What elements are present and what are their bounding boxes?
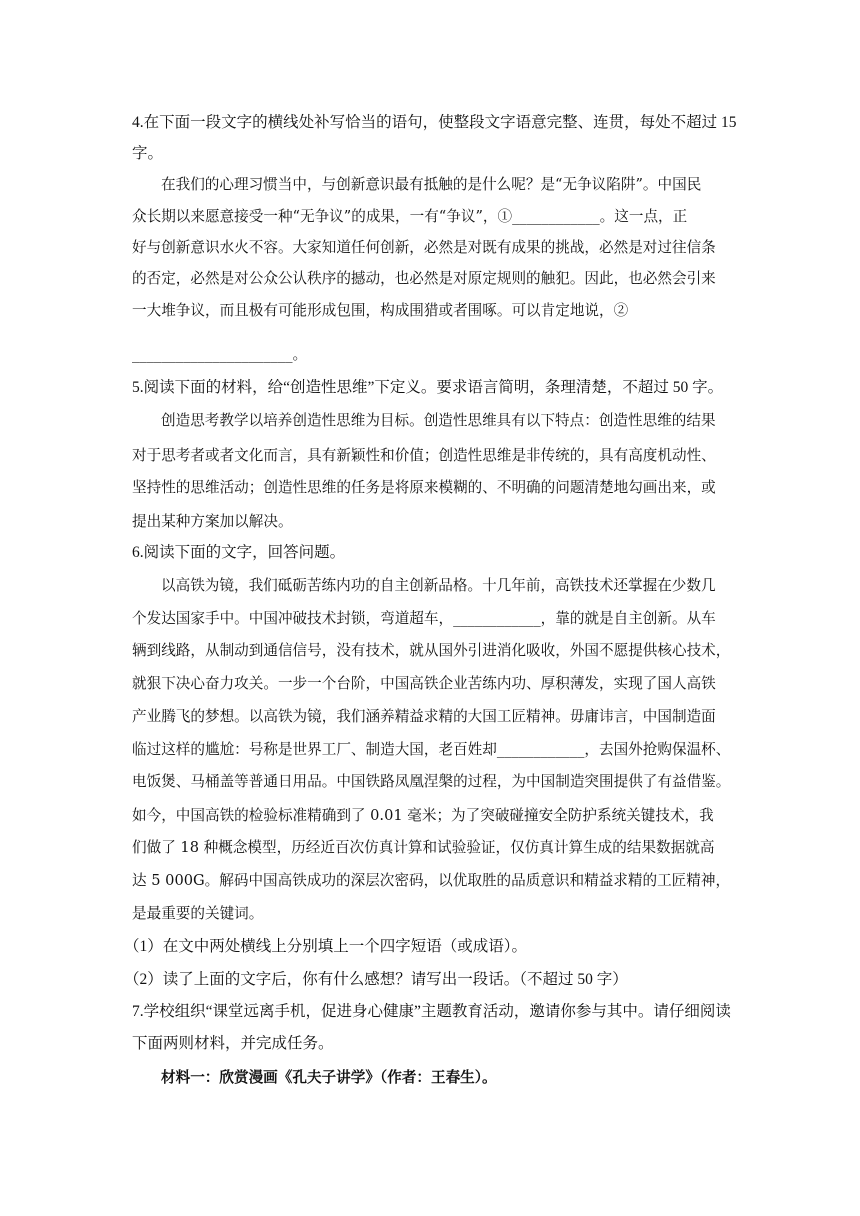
q5-passage-line-3: 坚持性的思维活动；创造性思维的任务是将原来模糊的、不明确的问题清楚地勾画出来，或 [132, 479, 716, 496]
q4-passage-line-6: ______________________。 [132, 346, 308, 363]
q6-passage-line-8: 如今，中国高铁的检验标准精确到了 0.01 毫米；为了突破碰撞安全防护系统关键技术，我 [132, 807, 714, 824]
q7-stem-line-1: 7.学校组织“课堂远离手机，促进身心健康”主题教育活动，邀请你参与其中。请仔细阅读 [132, 1003, 731, 1020]
q4-stem-line-2: 字。 [132, 145, 164, 162]
q6-passage-line-2: 个发达国家手中。中国冲破技术封锁，弯道超车，____________，靠的就是自主创新。从车 [132, 610, 716, 627]
q6-passage-line-1: 以高铁为镜，我们砥砺苦练内功的自主创新品格。十几年前，高铁技术还掌握在少数几 [161, 577, 716, 594]
q5-stem: 5.阅读下面的材料，给“创造性思维”下定义。要求语言简明，条理清楚，不超过 50 字。 [132, 379, 724, 396]
q6-passage-line-7: 电饭煲、马桶盖等普通日用品。中国铁路凤凰涅槃的过程，为中国制造突围提供了有益借鉴。 [132, 773, 731, 790]
q6-stem: 6.阅读下面的文字，回答问题。 [132, 544, 346, 561]
q6-passage-line-9: 们做了 18 种概念模型，历经近百次仿真计算和试验验证，仅仿真计算生成的结果数据就高 [132, 839, 715, 856]
q5-passage-line-2: 对于思考者或者文化而言，具有新颖性和价值；创造性思维是非传统的，具有高度机动性、 [132, 447, 716, 464]
q6-passage-line-6: 临过这样的尴尬：号称是世界工厂、制造大国，老百姓却____________，去国外抢购保温杯、 [132, 741, 731, 758]
q6-passage-line-3: 辆到线路，从制动到通信信号，没有技术，就从国外引进消化吸收，外国不愿提供核心技术， [132, 642, 731, 659]
q5-passage-line-4: 提出某种方案加以解决。 [132, 513, 293, 530]
q5-passage-line-1: 创造思考教学以培养创造性思维为目标。创造性思维具有以下特点：创造性思维的结果 [161, 412, 716, 429]
q4-passage-line-1: 在我们的心理习惯当中，与创新意识最有抵触的是什么呢？是“无争议陷阱”。中国民 [161, 176, 702, 193]
q6-passage-line-5: 产业腾飞的梦想。以高铁为镜，我们涵养精益求精的大国工匠精神。毋庸讳言，中国制造面 [132, 708, 716, 725]
q6-subquestion-1: （1）在文中两处横线上分别填上一个四字短语（或成语）。 [124, 938, 528, 955]
q6-passage-line-11: 是最重要的关键词。 [132, 905, 264, 922]
q4-passage-line-5: 一大堆争议，而且极有可能形成包围，构成围猎或者围啄。可以肯定地说，② [132, 302, 629, 319]
q7-stem-line-2: 下面两则材料，并完成任务。 [132, 1035, 334, 1052]
q6-passage-line-10: 达 5 000G。解码中国高铁成功的深层次密码，以优取胜的品质意识和精益求精的工匠精神， [132, 872, 731, 889]
q4-stem-line-1: 4.在下面一段文字的横线处补写恰当的语句，使整段文字语意完整、连贯，每处不超过 15 [132, 114, 737, 131]
q4-passage-line-4: 的否定，必然是对公众公认秩序的撼动，也必然是对原定规则的触犯。因此，也必然会引来 [132, 270, 716, 287]
q4-passage-line-3: 好与创新意识水火不容。大家知道任何创新，必然是对既有成果的挑战，必然是对过往信条 [132, 239, 716, 256]
q4-passage-line-2: 众长期以来愿意接受一种“无争议”的成果，一有“争议”，①____________。这一点，正 [132, 208, 688, 225]
q7-material-1: 材料一：欣赏漫画《孔夫子讲学》（作者：王春生）。 [161, 1069, 497, 1086]
q6-subquestion-2: （2）读了上面的文字后，你有什么感想？请写出一段话。（不超过 50 字） [124, 971, 628, 988]
q6-passage-line-4: 就狠下决心奋力攻关。一步一个台阶，中国高铁企业苦练内功、厚积薄发，实现了国人高铁 [132, 675, 716, 692]
